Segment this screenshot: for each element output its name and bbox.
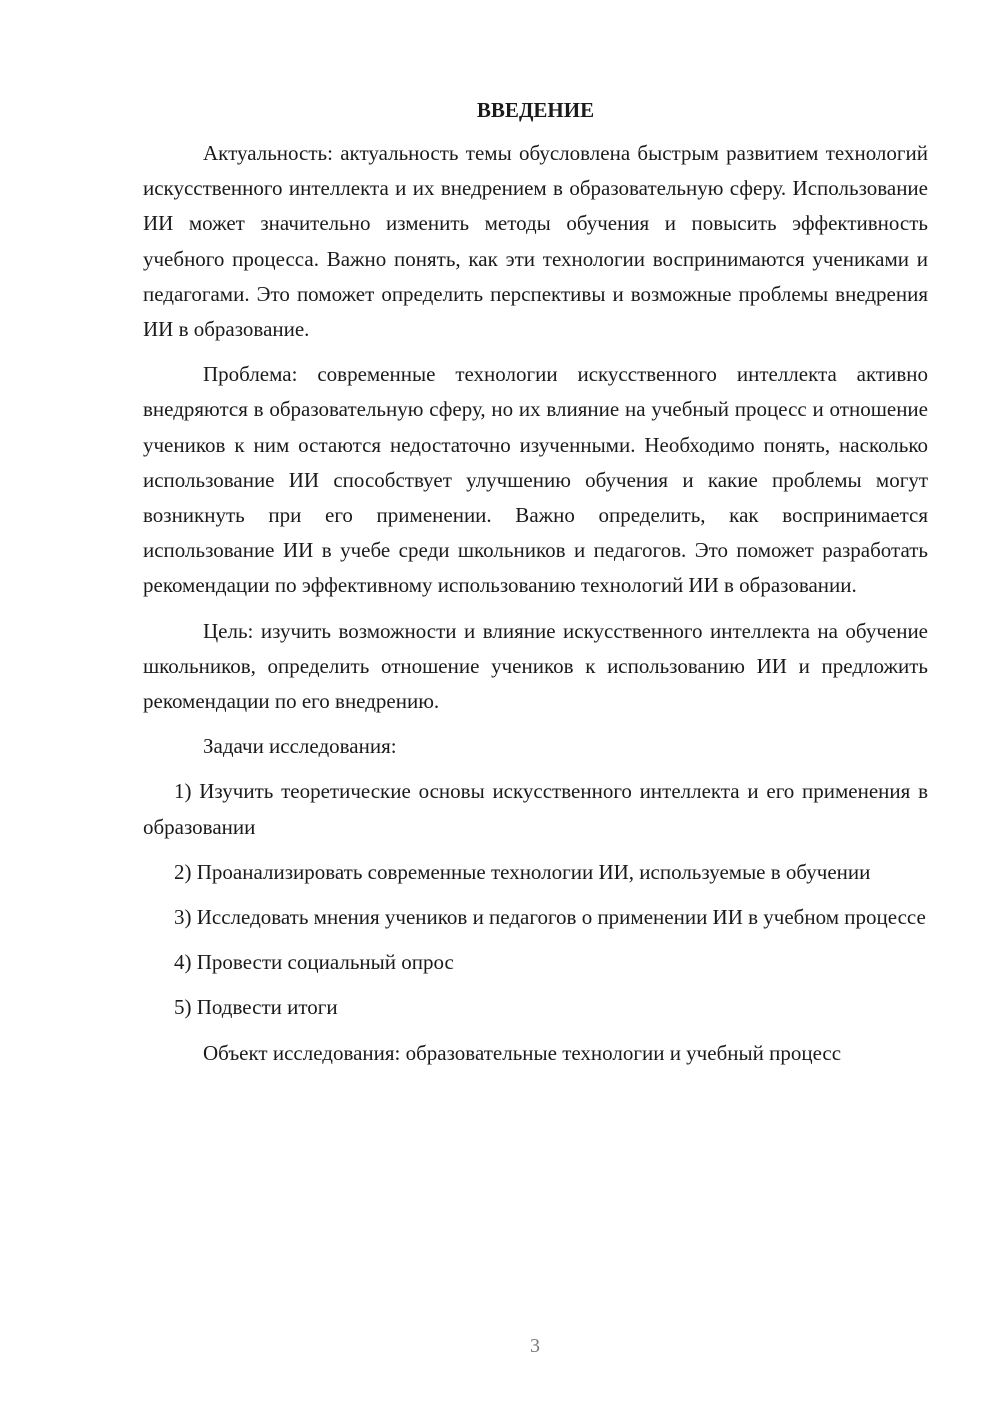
- paragraph-goal: Цель: изучить возможности и влияние искусственного интеллекта на обучение школьников, определить отношение учеников к использованию ИИ и предложить рекомендации по его внедрению.: [143, 618, 928, 714]
- page-number: 3: [530, 1335, 540, 1357]
- list-item: 3) Исследовать мнения учеников и педагогов о применении ИИ в учебном процессе: [174, 905, 926, 930]
- list-item: 2) Проанализировать современные технологии ИИ, используемые в обучении: [174, 859, 871, 884]
- list-item: 1) Изучить теоретические основы искусственного интеллекта и его применения в образовании: [143, 779, 928, 839]
- tasks-list: [143, 774, 928, 1025]
- list-item: 5) Подвести итоги: [174, 995, 338, 1020]
- paragraph-relevance: Актуальность: актуальность темы обусловлена быстрым развитием технологий искусственного интеллекта и их внедрением в образовательную сферу. Использование ИИ может значительно изменить методы обучения и повысить эффективность учебного процесса. Важно понять, как эти технологии воспринимаются учениками и педагогами. Это поможет определить перспективы и возможные проблемы внедрения ИИ в образование.: [143, 141, 928, 342]
- tasks-title: Задачи исследования:: [203, 734, 397, 759]
- list-item: 4) Провести социальный опрос: [174, 950, 454, 975]
- paragraph-object: Объект исследования: образовательные технологии и учебный процесс: [203, 1040, 842, 1065]
- document-page: [143, 95, 928, 1081]
- paragraph-problem: Проблема: современные технологии искусственного интеллекта активно внедряются в образовательную сферу, но их влияние на учебный процесс и отношение учеников к ним остаются недостаточно изученными. Необходимо понять, насколько использование ИИ способствует улучшению обучения и какие проблемы могут возникнуть при его применении. Важно определить, как воспринимается использование ИИ в учебе среди школьников и педагогов. Это поможет разработать рекомендации по эффективному использованию технологий ИИ в образовании.: [143, 362, 928, 598]
- page-title: ВВЕДЕНИЕ: [476, 98, 595, 122]
